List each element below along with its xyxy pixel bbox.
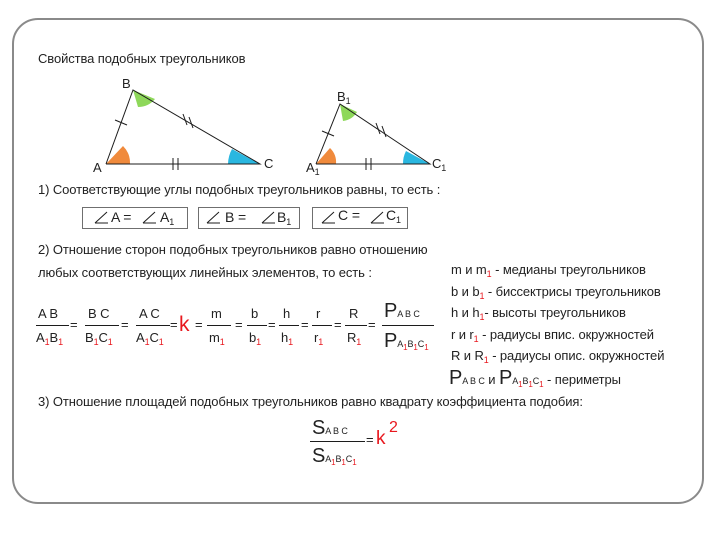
area-power: 2 bbox=[389, 419, 398, 436]
similarity-coefficient-k: k bbox=[179, 313, 190, 336]
vertex-b1-label: $B_1$ bbox=[337, 89, 351, 106]
angle-symbol-icon bbox=[95, 212, 108, 223]
legend-circumradius: R и $R_1$ - радиусы опис. окружностей bbox=[451, 348, 665, 365]
property-3-text: 3) Отношение площадей подобных треугольников равно квадрату коэффициента подобия: bbox=[38, 394, 583, 409]
vertex-c-label: C bbox=[264, 156, 274, 171]
vertex-b-label: B bbox=[122, 76, 131, 91]
angle-c-equality: C = bbox=[338, 207, 360, 223]
angle-b1: $B_1$ bbox=[277, 209, 292, 227]
equals-sign: = bbox=[121, 317, 129, 332]
legend-inradius: r и $r_1$ - радиусы впис. окружностей bbox=[451, 327, 654, 344]
legend-bisector: b и $b_1$ - биссектрисы треугольников bbox=[451, 284, 661, 301]
vertex-a-label: A bbox=[93, 160, 102, 175]
equals-sign: = bbox=[235, 317, 243, 332]
property-2-line-1: 2) Отношение сторон подобных треугольников равно отношению bbox=[38, 242, 428, 257]
angle-symbol-icon bbox=[143, 212, 156, 223]
angle-b-equality: B = bbox=[225, 209, 247, 225]
property-2-line-2: любых соответствующих линейных элементов, то есть : bbox=[38, 265, 372, 280]
legend-height: h и $h_1-$ высоты треугольников bbox=[451, 305, 626, 322]
vertex-a1-label: $A_1$ bbox=[306, 160, 320, 177]
equals-sign: = bbox=[170, 317, 178, 332]
equals-sign: = bbox=[70, 317, 78, 332]
page-title: Свойства подобных треугольников bbox=[38, 51, 246, 66]
angle-symbol-icon bbox=[371, 212, 384, 223]
equals-sign: = bbox=[334, 317, 342, 332]
angle-a-equality: A = bbox=[111, 209, 132, 225]
angle-symbol-icon bbox=[262, 212, 275, 223]
equals-sign: = bbox=[268, 317, 276, 332]
equals-sign: = bbox=[368, 317, 376, 332]
angle-a1: $A_1$ bbox=[160, 209, 175, 227]
area-k: k bbox=[376, 428, 386, 449]
angle-c1: $C_1$ bbox=[386, 207, 401, 225]
equals-sign: = bbox=[301, 317, 309, 332]
legend-median: m и $m_1$ - медианы треугольников bbox=[451, 262, 646, 279]
property-1-text: 1) Соответствующие углы подобных треугольников равны, то есть : bbox=[38, 182, 441, 197]
legend-perimeter: PA B C и $PA_1B_1C_1$ - периметры bbox=[449, 367, 621, 389]
vertex-c1-label: $C_1$ bbox=[432, 156, 447, 173]
angle-symbol-icon bbox=[207, 212, 220, 223]
equals-sign: = bbox=[195, 317, 203, 332]
angle-symbol-icon bbox=[322, 212, 335, 223]
